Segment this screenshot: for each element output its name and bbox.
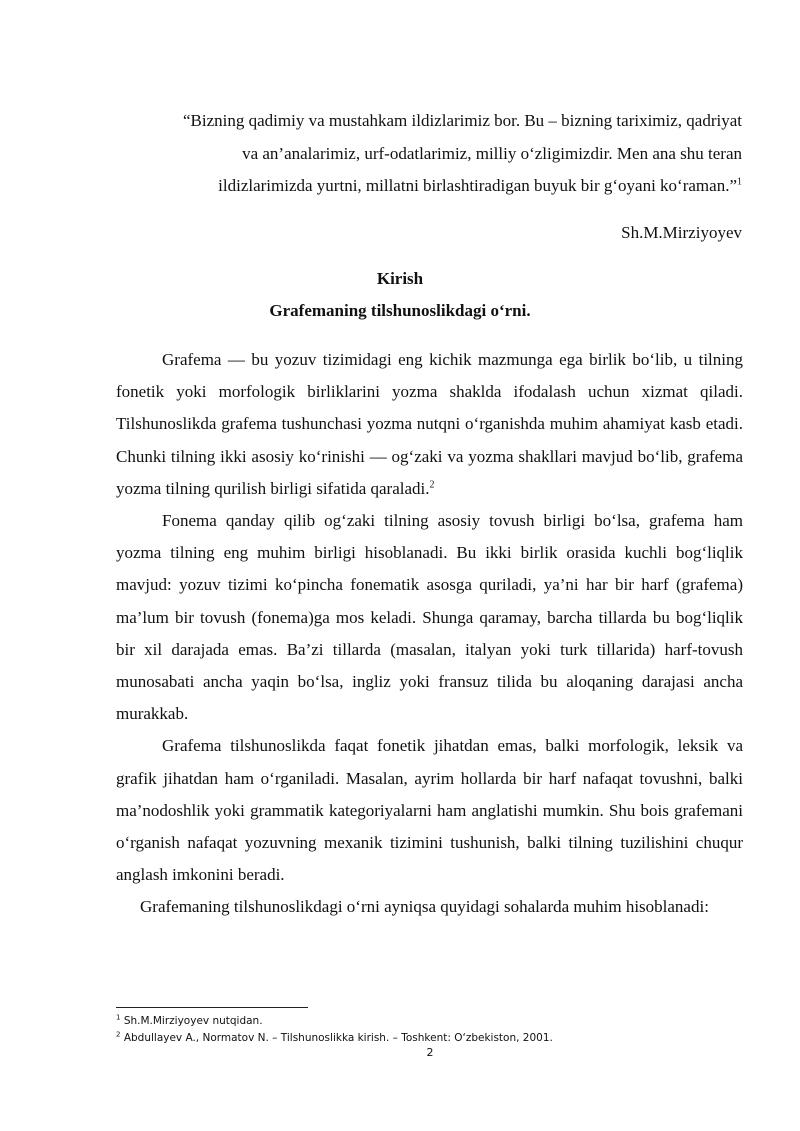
paragraph-4: Grafemaning tilshunoslikdagi o‘rni ayniqsa quyidagi sohalarda muhim hisoblanadi: bbox=[140, 897, 709, 917]
footnote-2-text: Abdullayev A., Normatov N. – Tilshunoslikka kirish. – Toshkent: O‘zbekiston, 2001. bbox=[123, 1032, 553, 1044]
body-text bbox=[116, 344, 743, 924]
footnote-ref-1[interactable]: 1 bbox=[737, 176, 742, 188]
paragraph-2: Fonema qanday qilib og‘zaki tilning asosiy tovush birligi bo‘lsa, grafema ham yozma tilning eng muhim birligi hisoblanadi. Bu ikki birlik orasida kuchli bog‘liqlik mavjud: yozuv tizimi ko‘pincha fonematik asosga quriladi, ya’ni har bir harf (grafema) ma’lum bir tovush (fonema)ga mos keladi. Shunga qaramay, barcha tillarda bu bog‘liqlik bir xil darajada emas. Ba’zi tillarda (masalan, italyan yoki turk tillarida) harf-tovush munosabati ancha yaqin bo‘lsa, ingliz yoki fransuz tilida bu aloqaning darajasi ancha murakkab. bbox=[116, 511, 743, 724]
paragraph-1-text: Grafema — bu yozuv tizimidagi eng kichik mazmunga ega birlik bo‘lib, u tilning fonetik yoki morfologik birliklarini yozma shaklda ifodalash uchun xizmat qiladi. Tilshunoslikda grafema tushunchasi yozma nutqni o‘rganishda muhim ahamiyat kasb etadi. Chunki tilning ikki asosiy ko‘rinishi — og‘zaki va yozma shakllari mavjud bo‘lib, grafema yozma tilning qurilish birligi sifatida qaraladi. bbox=[116, 350, 743, 498]
epigraph-line-2: va an’analarimiz, urf-odatlarimiz, milliy o‘zligimizdir. Men ana shu teran bbox=[242, 143, 742, 163]
paragraph-1 bbox=[116, 344, 743, 505]
footnotes bbox=[116, 1013, 743, 1047]
section-title: Kirish bbox=[376, 269, 424, 288]
footnote-2-number: 2 bbox=[116, 1030, 121, 1039]
epigraph-line-3-text: ildizlarimizda yurtni, millatni birlashtiradigan buyuk bir g‘oyani ko‘raman.” bbox=[218, 176, 737, 195]
footnote-1 bbox=[116, 1013, 743, 1030]
page-number: 2 bbox=[426, 1046, 434, 1059]
footnote-separator bbox=[116, 1007, 308, 1008]
footnote-2 bbox=[116, 1030, 743, 1047]
epigraph-quote bbox=[110, 105, 742, 203]
footnote-1-text: Sh.M.Mirziyoyev nutqidan. bbox=[123, 1015, 263, 1027]
section-subtitle: Grafemaning tilshunoslikdagi o‘rni. bbox=[269, 301, 531, 320]
epigraph-line-3 bbox=[110, 170, 742, 203]
epigraph-author: Sh.M.Mirziyoyev bbox=[621, 223, 742, 242]
footnote-1-number: 1 bbox=[116, 1013, 121, 1022]
paragraph-3: Grafema tilshunoslikda faqat fonetik jihatdan emas, balki morfologik, leksik va grafik jihatdan ham o‘rganiladi. Masalan, ayrim hollarda bir harf nafaqat tovushni, balki ma’nodoshlik yoki grammatik kategoriyalarni ham anglatishi mumkin. Shu bois grafemani o‘rganish nafaqat yozuvning mexanik tizimini tushunish, balki tilning tuzilishini chuqur anglash imkonini beradi. bbox=[116, 736, 743, 885]
epigraph-line-1: “Bizning qadimiy va mustahkam ildizlarimiz bor. Bu – bizning tariximiz, qadriyat bbox=[183, 111, 742, 130]
footnote-ref-2[interactable]: 2 bbox=[429, 479, 435, 491]
